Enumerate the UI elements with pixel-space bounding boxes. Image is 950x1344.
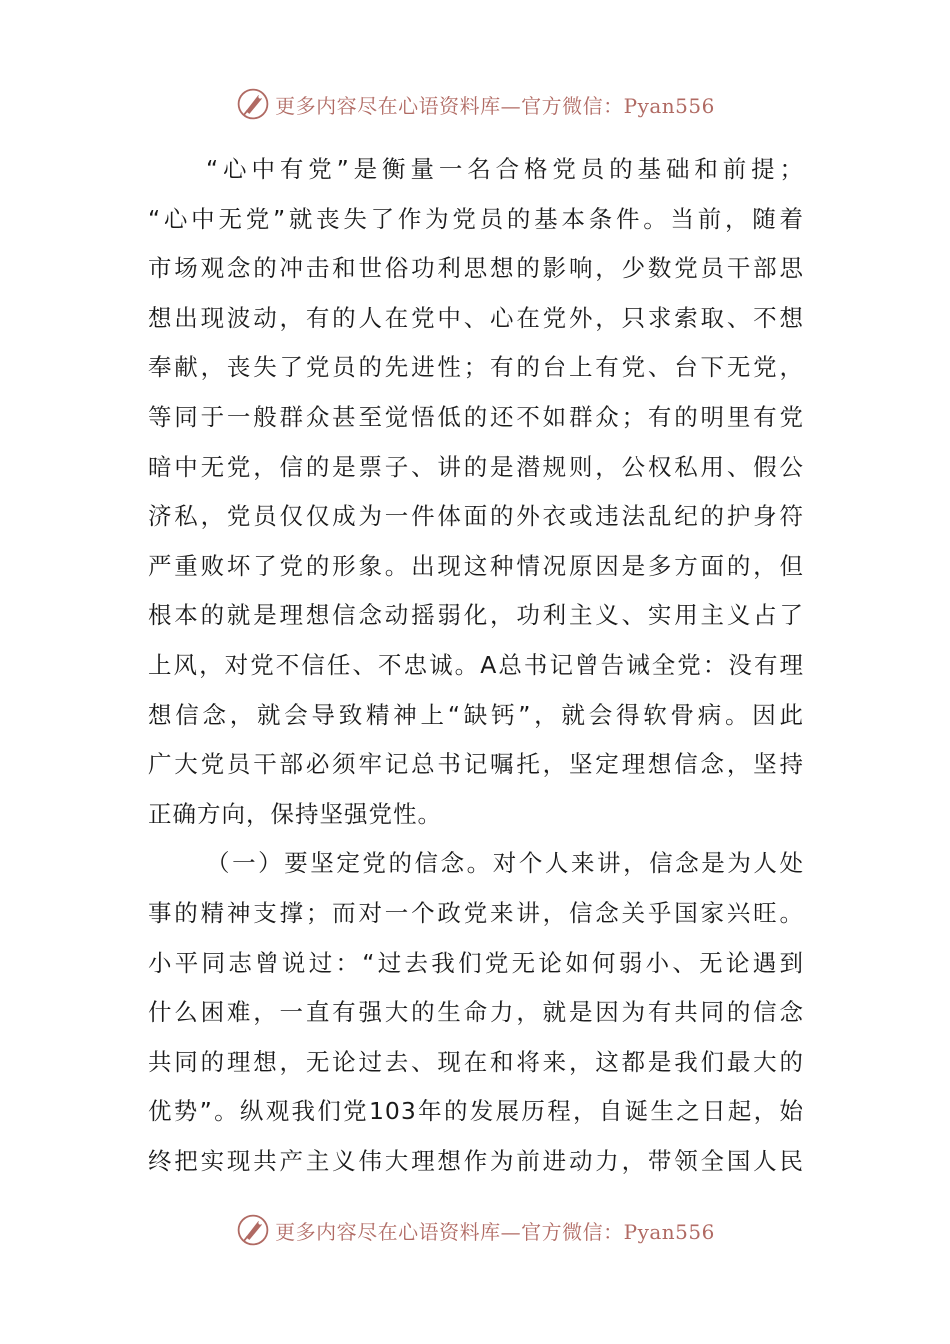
text-line: 想出现波动，有的人在党中、心在党外，只求索取、不想	[148, 303, 804, 332]
watermark-footer	[0, 1210, 950, 1250]
text-line: “心中有党”是衡量一名合格党员的基础和前提；	[206, 155, 804, 183]
pen-nib-logo-icon	[235, 1212, 271, 1248]
text-line: “心中无党”就丧失了作为党员的基本条件。当前，随着	[148, 204, 804, 233]
text-line: 小平同志曾说过：“过去我们党无论如何弱小、无论遇到	[148, 948, 804, 977]
text-line: 奉献，丧失了党员的先进性；有的台上有党、台下无党，	[148, 353, 804, 382]
text-line: 什么困难，一直有强大的生命力，就是因为有共同的信念	[148, 998, 804, 1027]
watermark-text: 更多内容尽在心语资料库—官方微信：Pyan556	[275, 1219, 715, 1244]
text-line: 终把实现共产主义伟大理想作为前进动力，带领全国人民	[148, 1146, 804, 1175]
text-line: （一）要坚定党的信念。对个人来讲，信念是为人处	[206, 849, 804, 878]
pen-nib-logo-icon	[235, 86, 271, 122]
watermark-text: 更多内容尽在心语资料库—官方微信：Pyan556	[275, 93, 715, 118]
text-line: 根本的就是理想信念动摇弱化，功利主义、实用主义占了	[148, 601, 804, 630]
text-line: 共同的理想，无论过去、现在和将来，这都是我们最大的	[148, 1047, 804, 1076]
text-line: 暗中无党，信的是票子、讲的是潜规则，公权私用、假公	[148, 452, 804, 481]
text-line: 严重败坏了党的形象。出现这种情况原因是多方面的，但	[148, 551, 804, 580]
text-line: 市场观念的冲击和世俗功利思想的影响，少数党员干部思	[148, 254, 804, 283]
text-line: 正确方向，保持坚强党性。	[148, 799, 442, 828]
text-line: 广大党员干部必须牢记总书记嘱托，坚定理想信念，坚持	[148, 750, 804, 779]
paragraph-1	[148, 145, 804, 839]
paragraph-2	[148, 839, 804, 1186]
document-body	[148, 145, 804, 1186]
text-line: 优势”。纵观我们党103年的发展历程，自诞生之日起，始	[148, 1097, 804, 1126]
text-line: 上风，对党不信任、不忠诚。A总书记曾告诫全党：没有理	[148, 650, 804, 679]
text-line: 事的精神支撑；而对一个政党来讲，信念关乎国家兴旺。	[148, 898, 804, 927]
watermark-header	[0, 84, 950, 124]
text-line: 等同于一般群众甚至觉悟低的还不如群众；有的明里有党	[148, 402, 804, 431]
text-line: 想信念，就会导致精神上“缺钙”，就会得软骨病。因此	[148, 700, 804, 729]
text-line: 济私，党员仅仅成为一件体面的外衣或违法乱纪的护身符	[148, 502, 804, 531]
